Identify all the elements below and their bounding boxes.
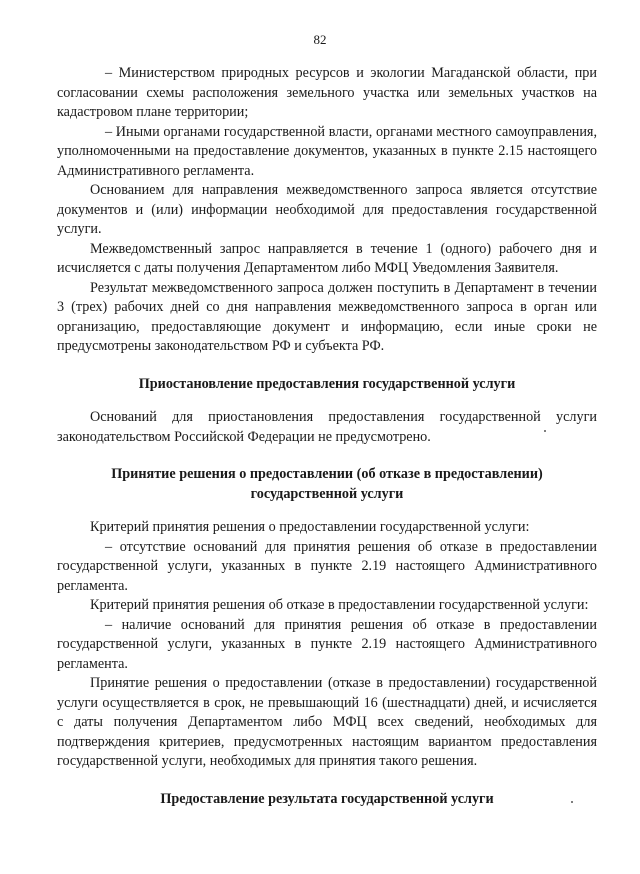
paragraph-request-timing: Межведомственный запрос направляется в течение 1 (одного) рабочего дня и исчисляется с даты получения Департаментом либо МФЦ Уведомления Заявителя. xyxy=(57,240,597,276)
heading-decision-line2: государственной услуги xyxy=(250,485,404,502)
scan-speck xyxy=(544,430,546,432)
page-number: 82 xyxy=(313,32,327,47)
paragraph-no-suspension: Оснований для приостановления предоставления государственной услуги законодательством Российской Федерации не предусмотрено. xyxy=(57,409,597,445)
paragraph-request-result: Результат межведомственного запроса должен поступить в Департамент в течении 3 (трех) рабочих дней со дня направления межведомственного запроса в орган или организацию, предоставляющие документ и информацию, если иные сроки не предусмотрены законодательством РФ и субъекта РФ. xyxy=(57,279,597,354)
paragraph-presence-grounds: – наличие оснований для принятия решения об отказе в предоставлении государственной услуги, указанных в пункте 2.19 настоящего Административного регламента. xyxy=(57,616,597,672)
heading-result: Предоставление результата государственной услуги xyxy=(160,790,494,807)
paragraph-other-bodies: – Иными органами государственной власти, органами местного самоуправления, уполномоченными на предоставление документов, указанных в пункте 2.15 настоящего Административного регламента. xyxy=(57,123,597,179)
paragraph-criterion-refusal: Критерий принятия решения об отказе в предоставлении государственной услуги: xyxy=(90,597,589,613)
paragraph-criterion-grant: Критерий принятия решения о предоставлении государственной услуги: xyxy=(90,519,530,535)
paragraph-decision-term: Принятие решения о предоставлении (отказе в предоставлении) государственной услуги осуществляется в срок, не превышающий 16 (шестнадцати) дней, и исчисляется с даты получения Департаментом либо МФЦ всех сведений, необходимых для подтверждения критериев, предусмотренных настоящим вариантом предоставления государственной услуги, необходимых для принятия такого решения. xyxy=(57,675,597,769)
heading-decision xyxy=(57,465,597,504)
page-body xyxy=(57,64,597,809)
paragraph-request-basis: Основанием для направления межведомственного запроса является отсутствие документов и (или) информации необходимой для предоставления государственной услуги. xyxy=(57,182,597,237)
paragraph-absence-grounds: – отсутствие оснований для принятия решения об отказе в предоставлении государственной услуги, указанных в пункте 2.19 настоящего Административного регламента. xyxy=(57,538,597,594)
heading-decision-line1: Принятие решения о предоставлении (об отказе в предоставлении) xyxy=(111,466,543,482)
scan-speck xyxy=(571,801,573,803)
heading-suspension: Приостановление предоставления государственной услуги xyxy=(138,375,516,392)
paragraph-ministry: – Министерством природных ресурсов и экологии Магаданской области, при согласовании схемы расположения земельного участка или земельных участков на кадастровом плане территории; xyxy=(57,65,597,120)
